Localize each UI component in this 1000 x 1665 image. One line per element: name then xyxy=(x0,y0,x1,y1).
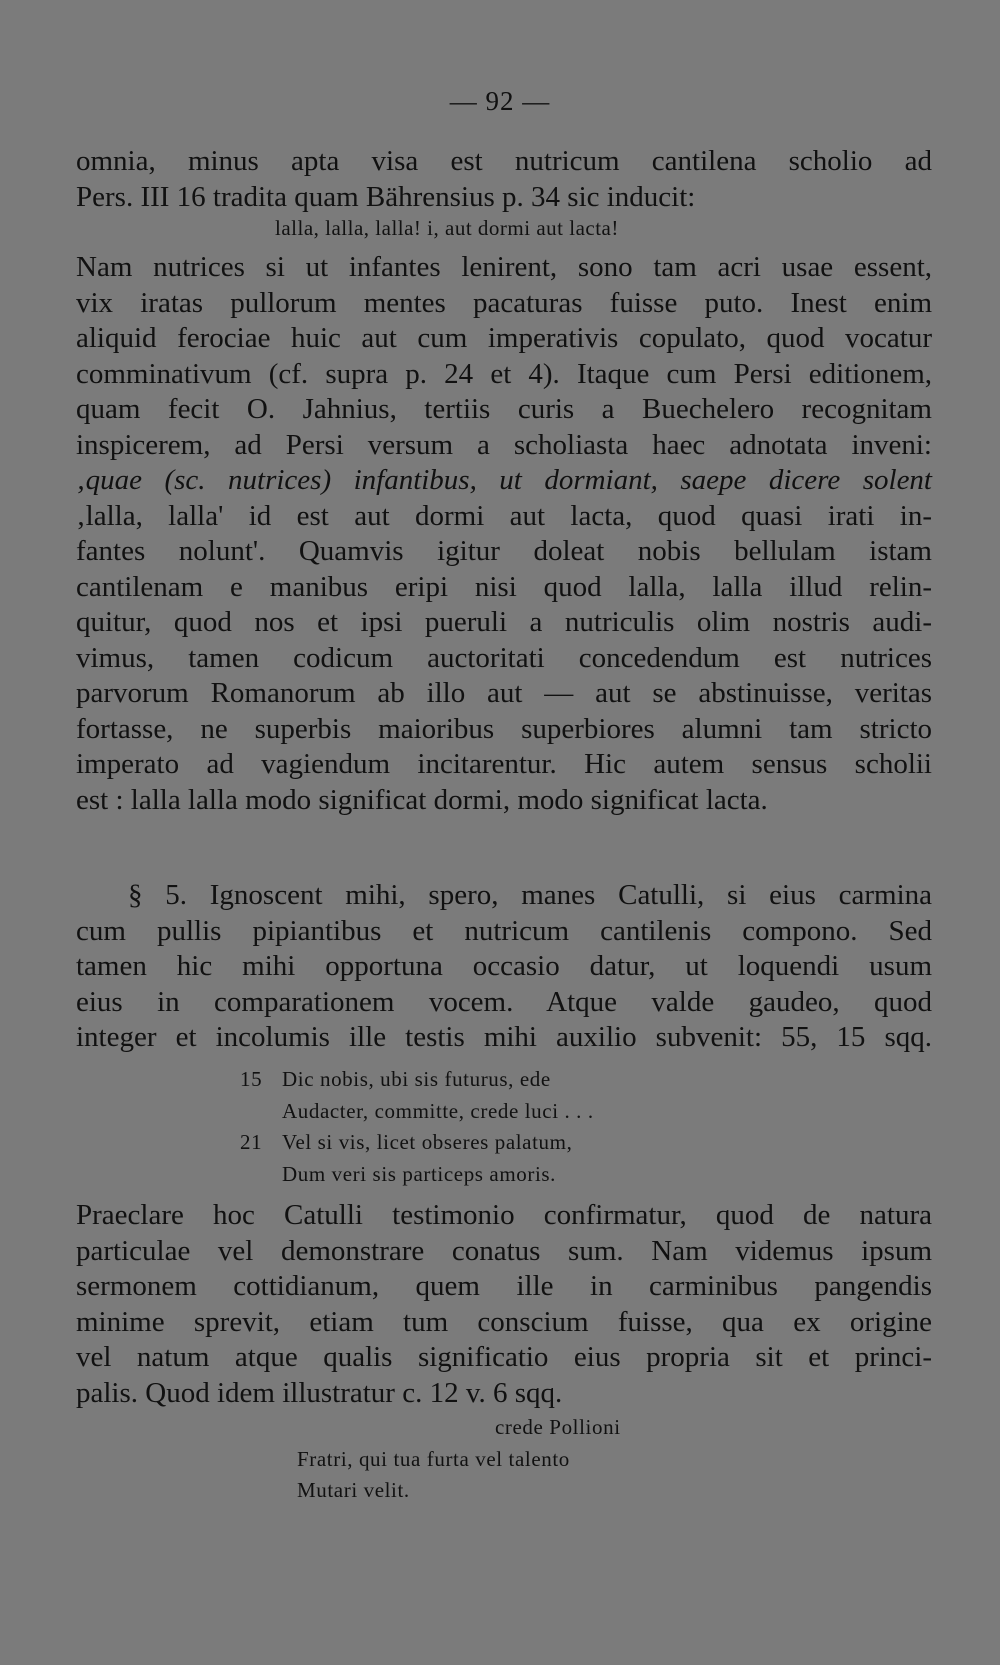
text-line: vimus, tamen codicum auctoritati concedendum est nutrices xyxy=(76,641,932,674)
text-line: palis. Quod idem illustratur c. 12 v. 6 sqq. xyxy=(76,1376,563,1409)
text-line: tamen hic mihi opportuna occasio datur, ut loquendi usum xyxy=(76,950,932,982)
text-line: inspicerem, ad Persi versum a scholiasta haec adnotata inveni: xyxy=(76,428,932,461)
text-line: fortasse, ne superbis maioribus superbiores alumni tam stricto xyxy=(76,712,932,745)
text-line: fantes nolunt'. Quamvis igitur doleat nobis bellulam istam xyxy=(76,535,932,567)
text-line: vel natum atque qualis significatio eius propria sit et princi- xyxy=(76,1341,932,1373)
quoted-cantilena: lalla, lalla, lalla! i, aut dormi aut lacta! xyxy=(275,216,619,240)
text-line: cantilenam e manibus eripi nisi quod lalla, lalla illud relin- xyxy=(76,570,932,603)
text-line: minime sprevit, etiam tum conscium fuisse, qua ex origine xyxy=(76,1305,932,1338)
verse-line: Vel si vis, licet obseres palatum, xyxy=(282,1130,573,1154)
page-number: — 92 — xyxy=(449,86,551,116)
text-line: § 5. Ignoscent mihi, spero, manes Catulli, si eius carmina xyxy=(128,879,932,911)
text-line: omnia, minus apta visa est nutricum cantilena scholio ad xyxy=(76,145,932,177)
paragraph-4 xyxy=(76,1198,932,1411)
text-line: particulae vel demonstrare conatus sum. Nam videmus ipsum xyxy=(76,1234,932,1267)
verse-line: Dum veri sis particeps amoris. xyxy=(282,1161,557,1186)
catullus-quote-12 xyxy=(297,1412,897,1507)
text-line: imperato ad vagiendum incitarentur. Hic autem sensus scholii xyxy=(76,748,932,780)
text-line: integer et incolumis ille testis mihi auxilio subvenit: 55, 15 sqq. xyxy=(76,1021,932,1053)
verse-number: 21 xyxy=(240,1130,263,1154)
text-line: parvorum Romanorum ab illo aut — aut se abstinuisse, veritas xyxy=(76,677,932,709)
text-line: sermonem cottidianum, quem ille in carminibus pangendis xyxy=(76,1270,932,1302)
text-line: eius in comparationem vocem. Atque valde gaudeo, quod xyxy=(76,985,932,1018)
text-line: aliquid ferociae huic aut cum imperativis copulato, quod vocatur xyxy=(76,322,932,354)
verse-line: crede Pollioni xyxy=(495,1415,621,1439)
text-line: quitur, quod nos et ipsi pueruli a nutriculis olim nostris audi- xyxy=(76,606,932,638)
paragraph-2 xyxy=(76,250,932,818)
verse-line: Audacter, committe, crede luci . . . xyxy=(282,1098,594,1123)
text-line: Nam nutrices si ut infantes lenirent, sono tam acri usae essent, xyxy=(76,251,932,283)
text-line: ‚lalla, lalla' id est aut dormi aut lacta, quod quasi irati in- xyxy=(76,499,932,532)
verse-number: 15 xyxy=(240,1067,263,1091)
text-line: comminativum (cf. supra p. 24 et 4). Itaque cum Persi editionem, xyxy=(76,357,932,390)
text-line: vix iratas pullorum mentes pacaturas fuisse puto. Inest enim xyxy=(76,286,932,319)
text-line: est : lalla lalla modo significat dormi, modo significat lacta. xyxy=(76,783,768,816)
text-line: quam fecit O. Jahnius, tertiis curis a Buechelero recognitam xyxy=(76,393,932,425)
verse-line: Dic nobis, ubi sis futurus, ede xyxy=(282,1067,551,1091)
text-line: ‚quae (sc. nutrices) infantibus, ut dormiant, saepe dicere solent xyxy=(76,464,932,496)
paragraph-section-5 xyxy=(76,878,932,1056)
text-line: Praeclare hoc Catulli testimonio confirmatur, quod de natura xyxy=(76,1199,932,1231)
catullus-quote-55 xyxy=(240,1064,940,1190)
paragraph-1 xyxy=(76,144,932,215)
verse-line: Mutari velit. xyxy=(297,1478,410,1502)
text-line: cum pullis pipiantibus et nutricum cantilenis compono. Sed xyxy=(76,914,932,947)
verse-line: Fratri, qui tua furta vel talento xyxy=(297,1446,570,1471)
text-line: Pers. III 16 tradita quam Bährensius p. 34 sic inducit: xyxy=(76,180,696,213)
